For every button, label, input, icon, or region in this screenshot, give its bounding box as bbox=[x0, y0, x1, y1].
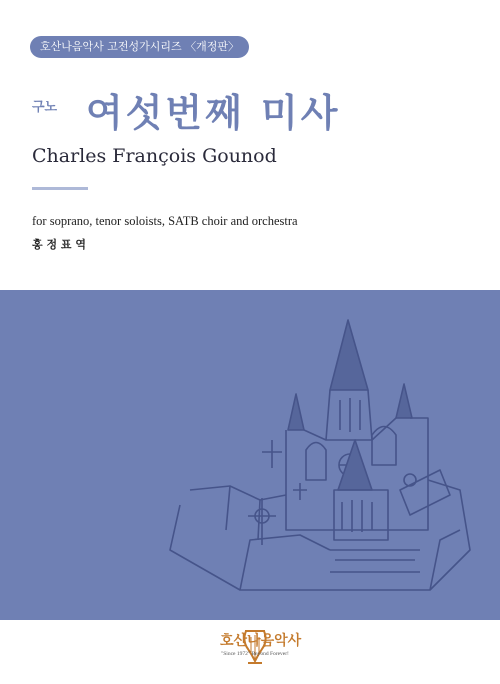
publisher-tagline: "Since 1972" Beyond Forever! bbox=[221, 651, 289, 657]
composer-korean: 구노 bbox=[32, 100, 58, 115]
series-badge: 호산나음악사 고전성가시리즈 〈개정판〉 bbox=[30, 36, 249, 58]
translator: 홍 정 표 역 bbox=[32, 238, 86, 251]
title-korean: 여섯번째 미사 bbox=[86, 91, 341, 135]
subtitle: for soprano, tenor soloists, SATB choir and orchestra bbox=[32, 214, 298, 228]
divider bbox=[32, 187, 88, 190]
illustration-band bbox=[0, 290, 500, 620]
church-illustration bbox=[0, 290, 500, 620]
publisher-name: 호산나음악사 bbox=[220, 633, 302, 649]
composer-name: Charles François Gounod bbox=[32, 145, 277, 167]
